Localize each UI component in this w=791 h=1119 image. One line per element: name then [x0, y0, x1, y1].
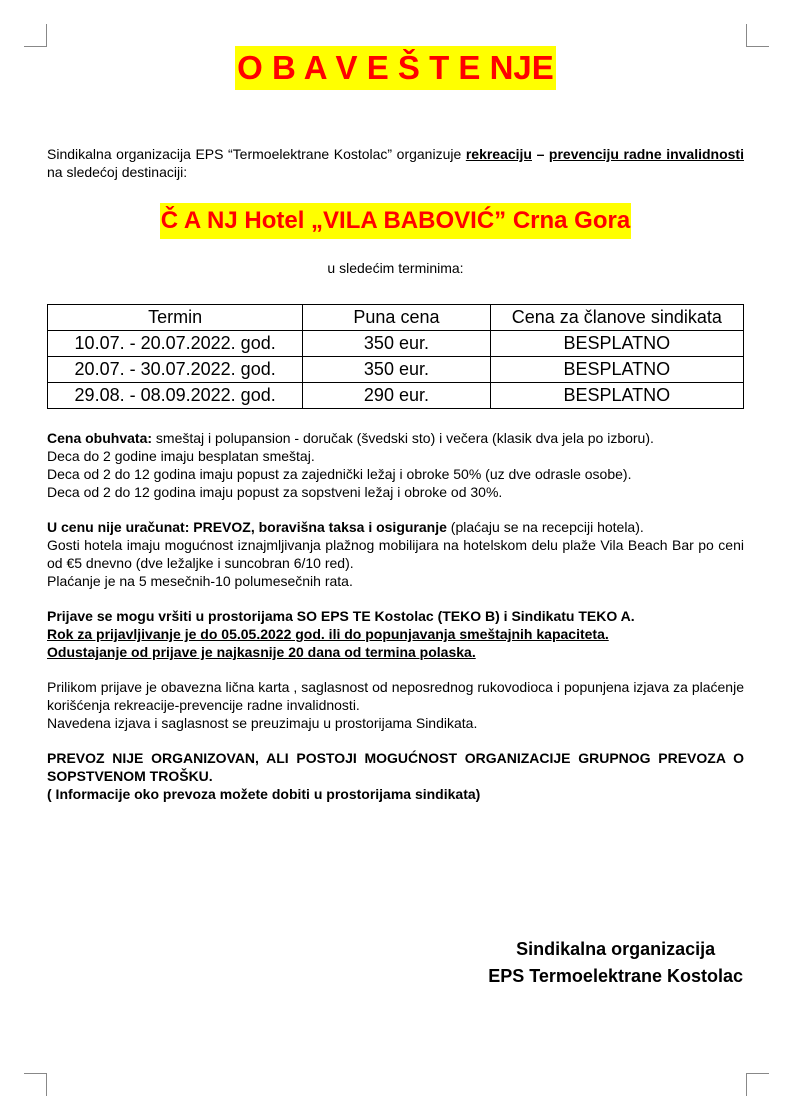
document-body: [47, 0, 744, 803]
price-includes-section: [47, 429, 744, 501]
cell-full-price: 350 eur.: [303, 331, 490, 357]
table-header-row: [48, 305, 744, 331]
cell-member-price: BESPLATNO: [490, 331, 743, 357]
registration-deadline: Rok za prijavljivanje je do 05.05.2022 god. ili do popunjavanja smeštajnih kapaciteta.: [47, 626, 609, 642]
children-own-bed: Deca od 2 do 12 godina imaju popust za sopstveni ležaj i obroke od 30%.: [47, 484, 503, 500]
signature-org: Sindikalna organizacija: [516, 939, 716, 959]
cell-termin: 29.08. - 08.09.2022. god.: [48, 383, 303, 409]
price-includes-label: Cena obuhvata:: [47, 430, 153, 446]
not-included-section: [47, 518, 744, 590]
children-under-2: Deca do 2 godine imaju besplatan smeštaj.: [47, 448, 315, 464]
dates-intro: u sledećim terminima:: [327, 260, 464, 276]
header-member-price: Cena za članove sindikata: [490, 305, 743, 331]
intro-text: Sindikalna organizacija EPS “Termoelektrane Kostolac” organizuje: [47, 146, 466, 162]
registration-location: Prijave se mogu vršiti u prostorijama SO EPS TE Kostolac (TEKO B) i Sindikatu TEKO A.: [47, 608, 635, 624]
children-shared-bed: Deca od 2 do 12 godina imaju popust za zajednički ležaj i obroke 50% (uz dve odrasle osobe).: [47, 466, 632, 482]
crop-mark-top-left: [24, 24, 47, 47]
terms-table: [47, 304, 744, 409]
price-includes-line: [47, 429, 744, 447]
cell-member-price: BESPLATNO: [490, 383, 743, 409]
required-documents: Prilikom prijave je obavezna lična karta , saglasnost od neposrednog rukovodioca i popunjena izjava za plaćenje korišćenja rekreacije-prevencije radne invalidnosti.: [47, 679, 744, 713]
not-included-text: (plaćaju se na recepciji hotela).: [446, 519, 644, 535]
signature-company: EPS Termoelektrane Kostolac: [488, 966, 743, 986]
table-row: [48, 331, 744, 357]
registration-section: [47, 607, 744, 661]
header-termin: Termin: [48, 305, 303, 331]
table-row: [48, 383, 744, 409]
page-title: O B A V E Š T E NJE: [235, 46, 556, 90]
destination-title: Č A NJ Hotel „VILA BABOVIĆ” Crna Gora: [160, 203, 631, 239]
intro-recreation: rekreaciju: [465, 146, 532, 162]
table-row: [48, 357, 744, 383]
title-block: [47, 46, 744, 90]
cell-termin: 20.07. - 30.07.2022. god.: [48, 357, 303, 383]
not-included-line: [47, 518, 744, 536]
price-includes-text: smeštaj i polupansion - doručak (švedski sto) i večera (klasik dva jela po izboru).: [152, 430, 654, 446]
transport-section: [47, 749, 744, 803]
signature-block: [488, 936, 743, 990]
destination-block: [47, 203, 744, 243]
installments-text: Plaćanje je na 5 mesečnih-10 polumesečnih rata.: [47, 573, 353, 589]
documents-section: [47, 678, 744, 732]
intro-paragraph: [47, 145, 744, 181]
cell-termin: 10.07. - 20.07.2022. god.: [48, 331, 303, 357]
intro-prevention: prevenciju radne invalidnosti: [548, 146, 744, 162]
beach-rental-text: Gosti hotela imaju mogućnost iznajmljivanja plažnog mobilijara na hotelskom delu plaže Vila Beach Bar po ceni od €5 dnevno (dve ležaljke i suncobran 6/10 red).: [47, 537, 744, 571]
header-full-price: Puna cena: [303, 305, 490, 331]
intro-text-end: na sledećoj destinaciji:: [47, 164, 188, 180]
crop-mark-top-right: [746, 24, 769, 47]
transport-info: ( Informacije oko prevoza možete dobiti u prostorijama sindikata): [47, 786, 481, 802]
cell-full-price: 290 eur.: [303, 383, 490, 409]
cell-full-price: 350 eur.: [303, 357, 490, 383]
intro-dash: –: [532, 146, 549, 162]
cancellation-deadline: Odustajanje od prijave je najkasnije 20 dana od termina polaska.: [47, 644, 476, 660]
crop-mark-bottom-left: [24, 1073, 47, 1096]
cell-member-price: BESPLATNO: [490, 357, 743, 383]
documents-pickup: Navedena izjava i saglasnost se preuzimaju u prostorijama Sindikata.: [47, 715, 478, 731]
crop-mark-bottom-right: [746, 1073, 769, 1096]
not-included-label: U cenu nije uračunat: PREVOZ, boravišna taksa i osiguranje: [47, 519, 447, 535]
transport-notice: PREVOZ NIJE ORGANIZOVAN, ALI POSTOJI MOGUĆNOST ORGANIZACIJE GRUPNOG PREVOZA O SOPSTVENOM TROŠKU.: [47, 750, 744, 784]
